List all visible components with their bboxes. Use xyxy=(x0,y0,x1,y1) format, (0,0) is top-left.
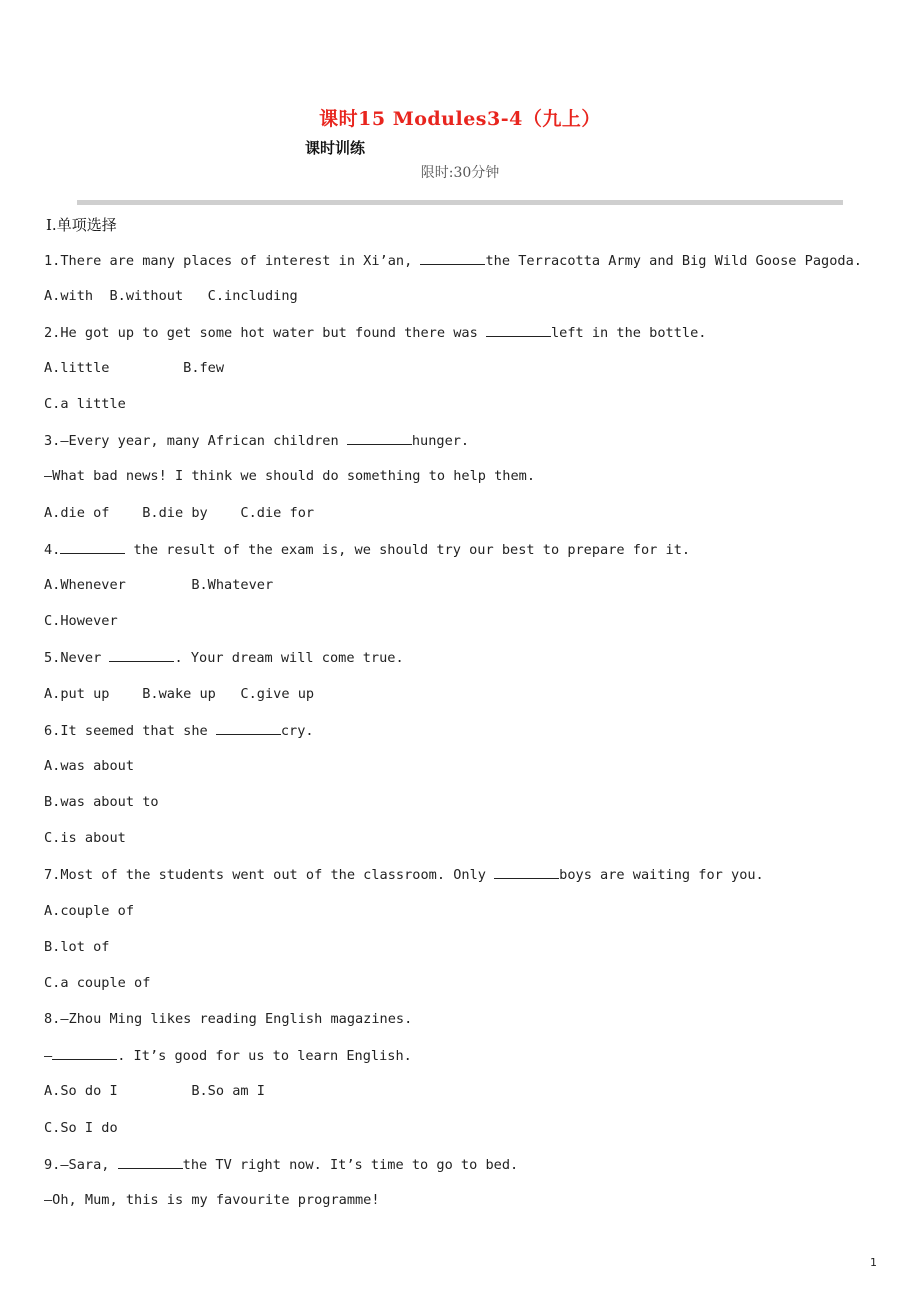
question-8: 8.—Zhou Ming likes reading English magazines. xyxy=(44,1011,413,1027)
question-2: 2.He got up to get some hot water but found there was left in the bottle. xyxy=(44,325,707,341)
answer-blank xyxy=(216,722,281,735)
section-heading: Ⅰ.单项选择 xyxy=(46,216,117,234)
question-1: 1.There are many places of interest in Xi’an, the Terracotta Army and Big Wild Goose Pagoda. xyxy=(44,253,862,269)
question-3: 3.—Every year, many African children hunger. xyxy=(44,433,470,449)
question-6-option-b: B.was about to xyxy=(44,794,159,810)
answer-blank xyxy=(60,541,125,554)
question-1-options: A.with B.without C.including xyxy=(44,288,298,304)
question-5-options: A.put up B.wake up C.give up xyxy=(44,686,315,702)
question-9: 9.—Sara, the TV right now. It’s time to go to bed. xyxy=(44,1157,519,1173)
question-9-reply: —Oh, Mum, this is my favourite programme! xyxy=(44,1192,380,1208)
answer-blank xyxy=(420,252,485,265)
answer-blank xyxy=(52,1047,117,1060)
question-4-option-c: C.However xyxy=(44,613,118,629)
header-divider xyxy=(77,200,843,205)
question-8-options-ab: A.So do I B.So am I xyxy=(44,1083,265,1099)
question-5: 5.Never . Your dream will come true. xyxy=(44,650,404,666)
answer-blank xyxy=(494,866,559,879)
question-7: 7.Most of the students went out of the classroom. Only boys are waiting for you. xyxy=(44,867,764,883)
question-8-option-c: C.So I do xyxy=(44,1120,118,1136)
question-3-options: A.die of B.die by C.die for xyxy=(44,505,315,521)
question-2-options-ab: A.little B.few xyxy=(44,360,225,376)
question-2-option-c: C.a little xyxy=(44,396,126,412)
page-subtitle: 课时训练 xyxy=(305,139,366,157)
answer-blank xyxy=(347,432,412,445)
question-3-reply: —What bad news! I think we should do something to help them. xyxy=(44,468,536,484)
time-limit: 限时:30分钟 xyxy=(420,165,500,181)
answer-blank xyxy=(118,1156,183,1169)
question-7-option-b: B.lot of xyxy=(44,939,110,955)
answer-blank xyxy=(109,649,174,662)
question-6: 6.It seemed that she cry. xyxy=(44,723,314,739)
question-4: 4. the result of the exam is, we should try our best to prepare for it. xyxy=(44,542,691,558)
question-7-option-c: C.a couple of xyxy=(44,975,151,991)
question-6-option-a: A.was about xyxy=(44,758,135,774)
question-6-option-c: C.is about xyxy=(44,830,126,846)
page-number: 1 xyxy=(870,1256,877,1269)
question-8-reply: — . It’s good for us to learn English. xyxy=(44,1048,412,1064)
question-4-options-ab: A.Whenever B.Whatever xyxy=(44,577,274,593)
question-7-option-a: A.couple of xyxy=(44,903,135,919)
answer-blank xyxy=(486,324,551,337)
page-title: 课时15 Modules3-4（九上） xyxy=(319,108,601,130)
